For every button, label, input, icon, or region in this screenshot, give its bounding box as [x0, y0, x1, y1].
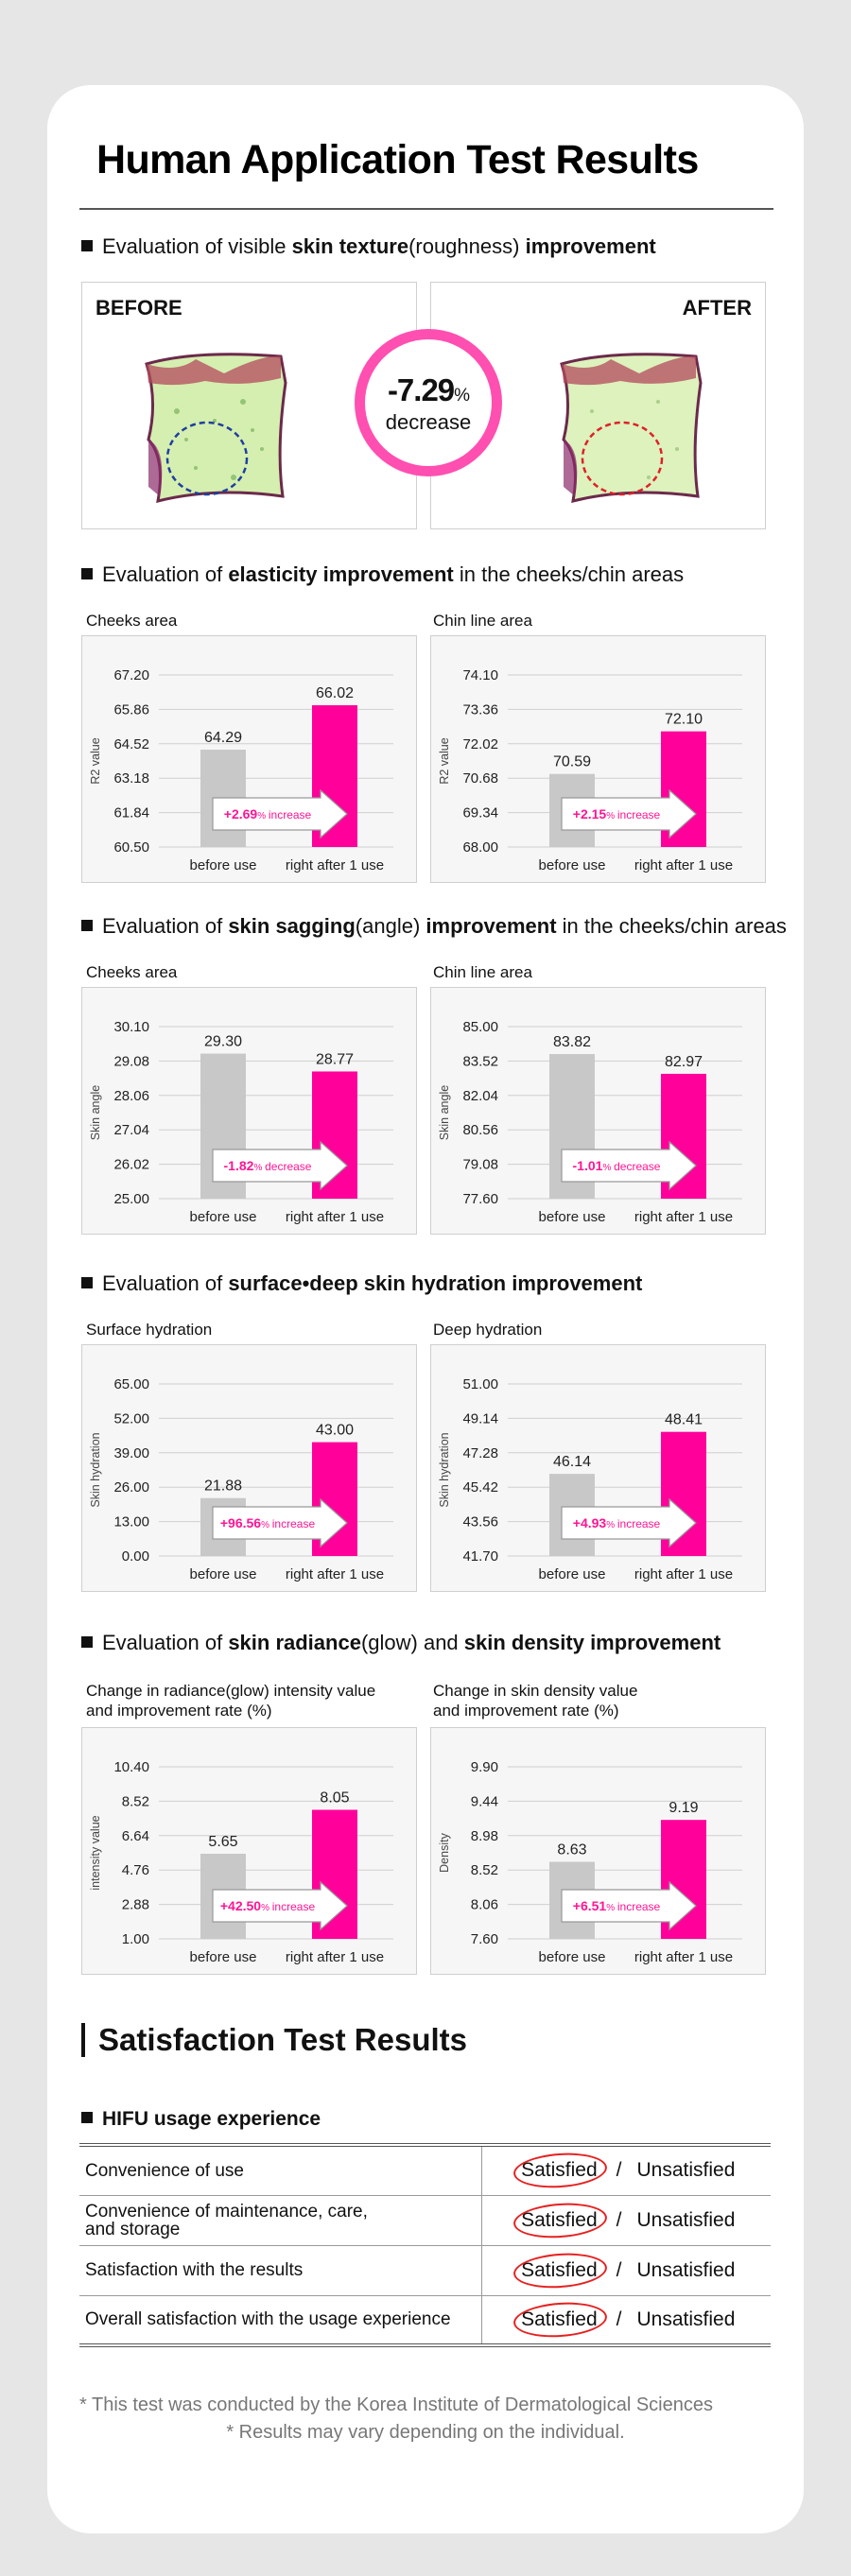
y-tick-label: 41.70 [462, 1548, 498, 1565]
bar-value-label: 8.05 [320, 1789, 350, 1807]
y-tick-label: 47.28 [462, 1444, 498, 1461]
sagging-heading-bold-1: skin sagging [228, 914, 356, 938]
bar-value-label: 83.82 [552, 1034, 592, 1051]
x-category-label: right after 1 use [634, 1566, 734, 1582]
y-tick-label: 1.00 [121, 1931, 149, 1947]
satisfaction-heading [81, 2108, 321, 2131]
bar-value-label: 48.41 [664, 1411, 703, 1428]
y-tick-label: 7.60 [470, 1931, 498, 1947]
satisfied-option-circled: Satisfied [517, 2159, 601, 2182]
bar-chart-svg [430, 1344, 766, 1592]
before-skin-scan-image [139, 345, 290, 506]
bullet-square-icon [81, 2112, 93, 2123]
sagging-heading-bold-2: improvement [426, 914, 557, 938]
footnote-2: * Results may vary depending on the individual. [226, 2422, 625, 2443]
unsatisfied-option: Unsatisfied [636, 2159, 736, 2182]
chart-hydration-deep [430, 1344, 766, 1592]
y-tick-label: 8.52 [121, 1793, 149, 1810]
after-skin-scan-image [554, 345, 705, 506]
hydration-heading [81, 1271, 642, 1296]
elasticity-heading-post: in the cheeks/chin areas [453, 562, 685, 586]
chart-density [430, 1727, 766, 1975]
sagging-heading-pre: Evaluation of [102, 914, 229, 938]
y-axis-label: Skin hydration [438, 1432, 451, 1508]
y-tick-label: 85.00 [462, 1019, 498, 1035]
chart-elasticity-chin [430, 635, 766, 883]
bullet-square-icon [81, 568, 93, 579]
y-tick-label: 61.84 [113, 804, 149, 821]
y-axis-label: R2 value [438, 737, 451, 785]
radiance-right-subtitle-2: and improvement rate (%) [433, 1702, 619, 1720]
page-title: Human Application Test Results [96, 137, 699, 182]
y-tick-label: 51.00 [462, 1376, 498, 1392]
y-axis-label: intensity value [89, 1815, 102, 1891]
change-callout-label [573, 1898, 661, 1913]
answer-cell [481, 2295, 771, 2345]
change-callout-label [573, 1515, 661, 1530]
y-axis-label: Density [438, 1833, 451, 1873]
y-tick-label: 13.00 [113, 1513, 149, 1530]
y-tick-label: 2.88 [121, 1896, 149, 1913]
x-category-label: right after 1 use [634, 1949, 734, 1965]
hydration-heading-bold: surface•deep skin hydration improvement [228, 1271, 643, 1295]
bullet-square-icon [81, 1277, 93, 1288]
hydration-heading-pre: Evaluation of [102, 1271, 229, 1295]
texture-heading-bold-2: improvement [525, 234, 656, 258]
texture-change-badge [355, 329, 502, 476]
radiance-left-subtitle-2: and improvement rate (%) [86, 1702, 272, 1720]
unsatisfied-option: Unsatisfied [636, 2208, 736, 2231]
change-word: increase [617, 1900, 661, 1913]
y-tick-label: 8.06 [470, 1896, 498, 1913]
change-word: increase [271, 1517, 316, 1530]
question-cell: Convenience of use [79, 2145, 481, 2195]
y-tick-label: 74.10 [462, 667, 498, 683]
y-tick-label: 39.00 [113, 1444, 149, 1461]
table-row [79, 2295, 771, 2345]
change-value: -1.82 [223, 1158, 254, 1173]
texture-heading [81, 234, 656, 259]
bar-value-label: 64.29 [203, 730, 243, 747]
chart-radiance [81, 1727, 417, 1975]
y-tick-label: 6.64 [121, 1827, 149, 1844]
y-tick-label: 45.42 [462, 1479, 498, 1496]
question-cell: Satisfaction with the results [79, 2245, 481, 2295]
y-tick-label: 8.98 [470, 1827, 498, 1844]
footnote-1: * This test was conducted by the Korea Institute of Dermatological Sciences [79, 2394, 713, 2415]
y-tick-label: 77.60 [462, 1191, 498, 1207]
y-tick-label: 70.68 [462, 770, 498, 787]
change-unit: % [606, 1903, 617, 1913]
x-category-label: right after 1 use [285, 1209, 385, 1225]
x-category-label: before use [538, 1566, 606, 1582]
bar-value-label: 82.97 [664, 1053, 703, 1070]
table-row [79, 2245, 771, 2295]
y-tick-label: 72.02 [462, 735, 498, 752]
bar-value-label: 5.65 [208, 1833, 238, 1850]
change-callout-label [224, 1158, 312, 1173]
texture-heading-pre: Evaluation of visible [102, 234, 292, 258]
x-category-label: before use [189, 1566, 257, 1582]
texture-heading-mid: (roughness) [408, 234, 526, 258]
y-tick-label: 68.00 [462, 839, 498, 856]
bar-value-label: 9.19 [669, 1800, 699, 1817]
radiance-heading-bold-1: skin radiance [228, 1631, 361, 1654]
sagging-heading-mid: (angle) [355, 914, 426, 938]
unsatisfied-option: Unsatisfied [636, 2258, 736, 2281]
satisfaction-heading-text: HIFU usage experience [102, 2108, 321, 2130]
y-tick-label: 67.20 [113, 667, 149, 683]
y-tick-label: 60.50 [113, 839, 149, 856]
x-category-label: right after 1 use [285, 857, 385, 873]
question-cell: Overall satisfaction with the usage experience [85, 2309, 451, 2330]
answer-cell [481, 2145, 771, 2195]
chart-elasticity-cheeks [81, 635, 417, 883]
elasticity-right-subtitle: Chin line area [433, 612, 532, 630]
texture-change-unit: % [454, 386, 470, 406]
change-unit: % [253, 1163, 266, 1173]
bar-value-label: 66.02 [315, 685, 355, 702]
y-tick-label: 30.10 [113, 1019, 149, 1035]
chart-hydration-surface [81, 1344, 417, 1592]
texture-change-word: decrease [385, 410, 472, 434]
y-tick-label: 73.36 [462, 701, 498, 718]
elasticity-heading [81, 562, 684, 587]
results-card [47, 85, 804, 2533]
x-category-label: right after 1 use [285, 1566, 385, 1582]
question-line-1: Convenience of maintenance, care, [85, 2201, 368, 2222]
change-unit: % [261, 1520, 272, 1530]
y-tick-label: 80.56 [462, 1122, 498, 1139]
radiance-right-subtitle [433, 1681, 637, 1720]
radiance-heading [81, 1631, 721, 1655]
y-axis-label: Skin angle [438, 1084, 451, 1141]
y-tick-label: 26.00 [113, 1479, 149, 1496]
y-tick-label: 29.08 [113, 1053, 149, 1070]
satisfied-option-circled: Satisfied [517, 2308, 601, 2331]
y-tick-label: 52.00 [113, 1410, 149, 1427]
option-separator: / [616, 2308, 622, 2330]
hydration-right-subtitle: Deep hydration [433, 1321, 543, 1339]
bar-chart-svg [81, 1344, 417, 1592]
satisfaction-title: Satisfaction Test Results [81, 2023, 467, 2057]
change-value: -1.01 [572, 1158, 603, 1173]
after-label: AFTER [682, 296, 752, 320]
change-word: increase [617, 808, 661, 821]
y-tick-label: 10.40 [113, 1759, 149, 1775]
change-word: increase [617, 1517, 661, 1530]
chart-sagging-cheeks [81, 987, 417, 1235]
texture-change-value: -7.29 [387, 372, 455, 407]
question-line-2: and storage [85, 2219, 181, 2239]
y-tick-label: 64.52 [113, 735, 149, 752]
y-tick-label: 63.18 [113, 770, 149, 787]
title-divider [79, 208, 773, 210]
change-callout-label [573, 1158, 661, 1173]
y-axis-label: Skin angle [89, 1084, 102, 1141]
change-word: decrease [614, 1160, 661, 1173]
y-tick-label: 65.86 [113, 701, 149, 718]
elasticity-left-subtitle: Cheeks area [86, 612, 178, 630]
x-category-label: right after 1 use [634, 1209, 734, 1225]
answer-cell [481, 2245, 771, 2295]
x-category-label: before use [189, 1209, 257, 1225]
question-cell [79, 2195, 481, 2245]
sagging-right-subtitle: Chin line area [433, 963, 532, 981]
change-unit: % [602, 1163, 615, 1173]
bar-value-label: 46.14 [552, 1454, 592, 1471]
y-tick-label: 25.00 [113, 1191, 149, 1207]
table-row [79, 2145, 771, 2195]
unsatisfied-option: Unsatisfied [636, 2308, 736, 2330]
y-tick-label: 28.06 [113, 1087, 149, 1104]
bar-value-label: 29.30 [203, 1033, 243, 1050]
radiance-heading-bold-2: skin density improvement [463, 1631, 721, 1654]
y-tick-label: 49.14 [462, 1410, 498, 1427]
change-callout-label [224, 806, 312, 821]
before-label: BEFORE [96, 296, 182, 320]
change-unit: % [606, 1520, 617, 1530]
bar-chart-svg [430, 1727, 766, 1975]
x-category-label: before use [189, 857, 257, 873]
option-separator: / [616, 2208, 622, 2231]
elasticity-heading-pre: Evaluation of [102, 562, 229, 586]
satisfied-option-circled: Satisfied [517, 2259, 601, 2282]
bar-value-label: 72.10 [664, 711, 703, 728]
chart-sagging-chin [430, 987, 766, 1235]
radiance-left-subtitle-1: Change in radiance(glow) intensity value [86, 1682, 376, 1700]
y-axis-label: Skin hydration [89, 1432, 102, 1508]
bar-value-label: 28.77 [315, 1051, 355, 1068]
footnotes [47, 2392, 804, 2446]
y-tick-label: 69.34 [462, 804, 498, 821]
change-value: +4.93 [572, 1515, 607, 1530]
sagging-heading [81, 914, 787, 939]
change-value: +42.50 [219, 1898, 262, 1913]
change-unit: % [261, 1903, 272, 1913]
change-unit: % [257, 811, 269, 821]
option-separator: / [616, 2159, 622, 2182]
bar-value-label: 70.59 [552, 753, 592, 770]
bullet-square-icon [81, 920, 93, 931]
x-category-label: before use [538, 1949, 606, 1965]
bar-chart-svg [81, 635, 417, 883]
satisfaction-table [79, 2143, 771, 2347]
change-callout-label [573, 806, 661, 821]
y-axis-label: R2 value [89, 737, 102, 785]
bar-chart-svg [430, 987, 766, 1235]
y-tick-label: 4.76 [121, 1862, 149, 1879]
y-tick-label: 82.04 [462, 1087, 498, 1104]
radiance-heading-mid: (glow) and [360, 1631, 464, 1654]
option-separator: / [616, 2258, 622, 2281]
bar-value-label: 8.63 [557, 1841, 587, 1859]
change-value: +96.56 [219, 1515, 262, 1530]
y-tick-label: 8.52 [470, 1862, 498, 1879]
y-tick-label: 9.90 [470, 1759, 498, 1775]
bar-value-label: 43.00 [315, 1422, 355, 1439]
radiance-right-subtitle-1: Change in skin density value [433, 1682, 638, 1700]
change-value: +6.51 [572, 1898, 607, 1913]
answer-cell [481, 2195, 771, 2245]
x-category-label: right after 1 use [634, 857, 734, 873]
bar-value-label: 21.88 [203, 1478, 243, 1495]
x-category-label: before use [189, 1949, 257, 1965]
hydration-left-subtitle: Surface hydration [86, 1321, 213, 1339]
x-category-label: before use [538, 1209, 606, 1225]
y-tick-label: 27.04 [113, 1122, 149, 1139]
texture-heading-bold-1: skin texture [291, 234, 409, 258]
change-word: increase [268, 808, 312, 821]
x-category-label: right after 1 use [285, 1949, 385, 1965]
y-tick-label: 43.56 [462, 1513, 498, 1530]
sagging-heading-post: in the cheeks/chin areas [556, 914, 787, 938]
elasticity-heading-bold: elasticity improvement [228, 562, 454, 586]
bar-chart-svg [430, 635, 766, 883]
change-unit: % [606, 811, 617, 821]
satisfied-option-circled: Satisfied [517, 2209, 601, 2232]
y-tick-label: 9.44 [470, 1793, 498, 1810]
bar-chart-svg [81, 1727, 417, 1975]
bullet-square-icon [81, 1636, 93, 1648]
y-tick-label: 65.00 [113, 1376, 149, 1392]
bullet-square-icon [81, 240, 93, 251]
y-tick-label: 0.00 [121, 1548, 149, 1565]
change-value: +2.15 [572, 806, 607, 821]
y-tick-label: 79.08 [462, 1156, 498, 1173]
change-word: decrease [265, 1160, 312, 1173]
bar-chart-svg [81, 987, 417, 1235]
table-row [79, 2195, 771, 2245]
radiance-left-subtitle [86, 1681, 375, 1720]
y-tick-label: 26.02 [113, 1156, 149, 1173]
x-category-label: before use [538, 857, 606, 873]
y-tick-label: 83.52 [462, 1053, 498, 1070]
change-word: increase [271, 1900, 316, 1913]
sagging-left-subtitle: Cheeks area [86, 963, 178, 981]
change-value: +2.69 [223, 806, 258, 821]
radiance-heading-pre: Evaluation of [102, 1631, 229, 1654]
